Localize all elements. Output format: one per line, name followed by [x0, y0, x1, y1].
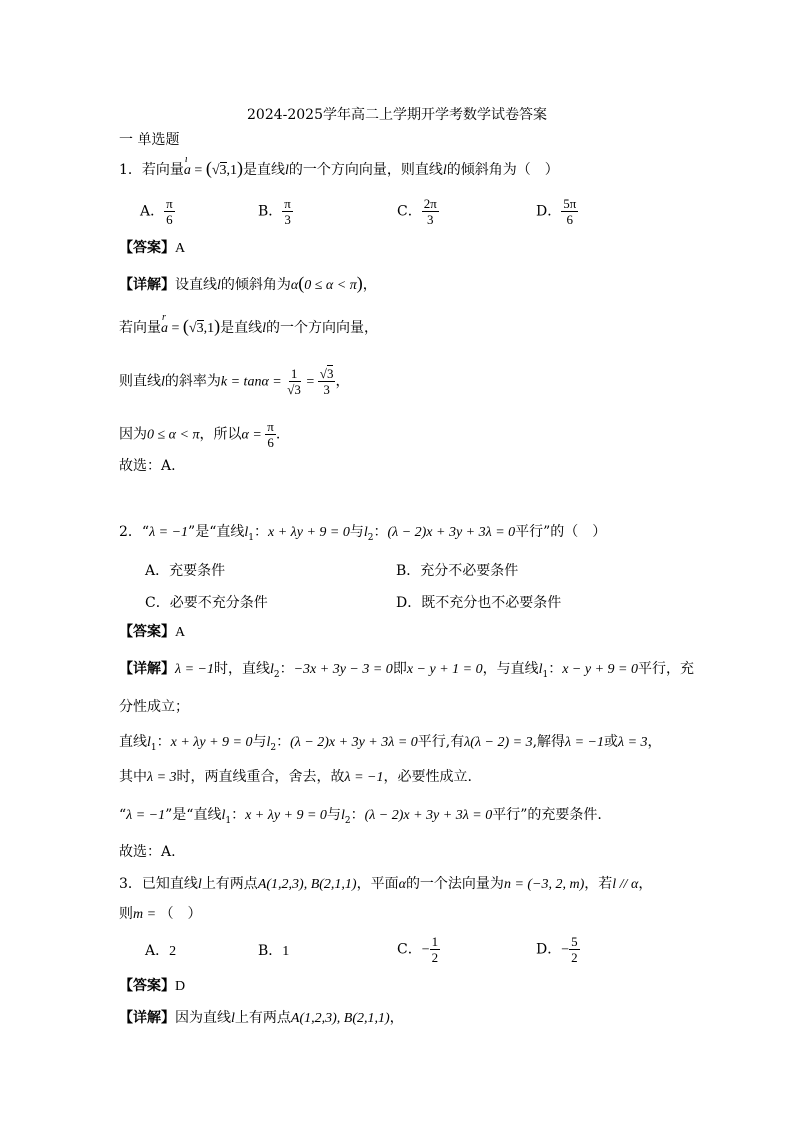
q3-option-b: B．1 — [258, 943, 290, 959]
q1-option-b: B． $\frac{\pi}{3}$ — [258, 196, 291, 227]
q1-option-a: A． $\frac{\pi}{6}$ — [140, 196, 173, 227]
q3-stem-2: 则m = （ ） — [119, 906, 202, 922]
q1-stem: 1．若向量 ı a = (√3,1)是直线l的一个方向向量，则直线l的倾斜角为（ ） — [119, 158, 559, 181]
q1-answer: 【答案】A — [119, 240, 186, 256]
q3-stem: 3．已知直线l上有两点A(1,2,3), B(2,1,1)，平面α的一个法向量为n = (−3, 2, m)，若l // α， — [119, 876, 653, 892]
q2-detail-1: 【详解】λ = −1时，直线$l_2$：−3x + 3y − 3 = 0即x − y + 1 = 0，与直线$l_1$：x − y + 9 = 0平行，充 — [119, 661, 694, 680]
q3-option-a: A．2 — [145, 943, 177, 959]
section-heading: 一 单选题 — [119, 132, 180, 148]
q2-option-c: C．必要不充分条件 — [145, 595, 268, 611]
q2-detail-4: 其中λ = 3时，两直线重合，舍去，故λ = −1，必要性成立. — [119, 769, 472, 785]
q3-detail-1: 【详解】因为直线l上有两点A(1,2,3), B(2,1,1)， — [119, 1010, 404, 1026]
q1-option-c: C． $\frac{2\pi}{3}$ — [397, 196, 437, 227]
q1-conclusion: 故选：A. — [119, 458, 176, 474]
q2-option-a: A．充要条件 — [145, 563, 226, 579]
q2-option-d: D．既不充分也不必要条件 — [396, 595, 562, 611]
page-title: 2024-2025学年高二上学期开学考数学试卷答案 — [247, 107, 547, 123]
q2-option-b: B．充分不必要条件 — [396, 563, 519, 579]
q1-detail-4: 因为0 ≤ α < π，所以α = $\frac{\pi}{6}$ . — [119, 419, 281, 450]
q1-detail-1: 【详解】设直线l的倾斜角为α(0 ≤ α < π)， — [119, 273, 377, 293]
q3-answer: 【答案】D — [119, 978, 186, 994]
q2-stem: 2．“λ = −1”是“直线$l_1$：x + λy + 9 = 0与$l_2$：(λ − 2)x + 3y + 3λ = 0平行”的（ ） — [119, 524, 607, 543]
vector-a: ı a — [183, 154, 191, 178]
q3-option-c: C．− $\frac{1}{2}$ — [397, 934, 439, 965]
q3-option-d: D．− $\frac{5}{2}$ — [536, 934, 578, 965]
q1-option-d: D． $\frac{5\pi}{6}$ — [536, 196, 577, 227]
q2-detail-5: “λ = −1”是“直线$l_1$：x + λy + 9 = 0与$l_2$：(λ − 2)x + 3y + 3λ = 0平行”的充要条件. — [119, 807, 602, 826]
q2-detail-2: 分性成立； — [119, 699, 189, 715]
q1-detail-2: 若向量 r a = (√3,1)是直线l的一个方向向量， — [119, 312, 378, 336]
q1-detail-3: 则直线l的斜率为k = tanα = $\frac{1}{√3}$ = $\frac{√3}{3}$ ， — [119, 366, 350, 397]
q2-detail-3: 直线$l_1$：x + λy + 9 = 0与$l_2$：(λ − 2)x + 3y + 3λ = 0平行,有λ(λ − 2) = 3,解得λ = −1或λ = 3， — [119, 734, 662, 753]
q2-conclusion: 故选：A. — [119, 844, 176, 860]
q2-answer: 【答案】A — [119, 624, 186, 640]
